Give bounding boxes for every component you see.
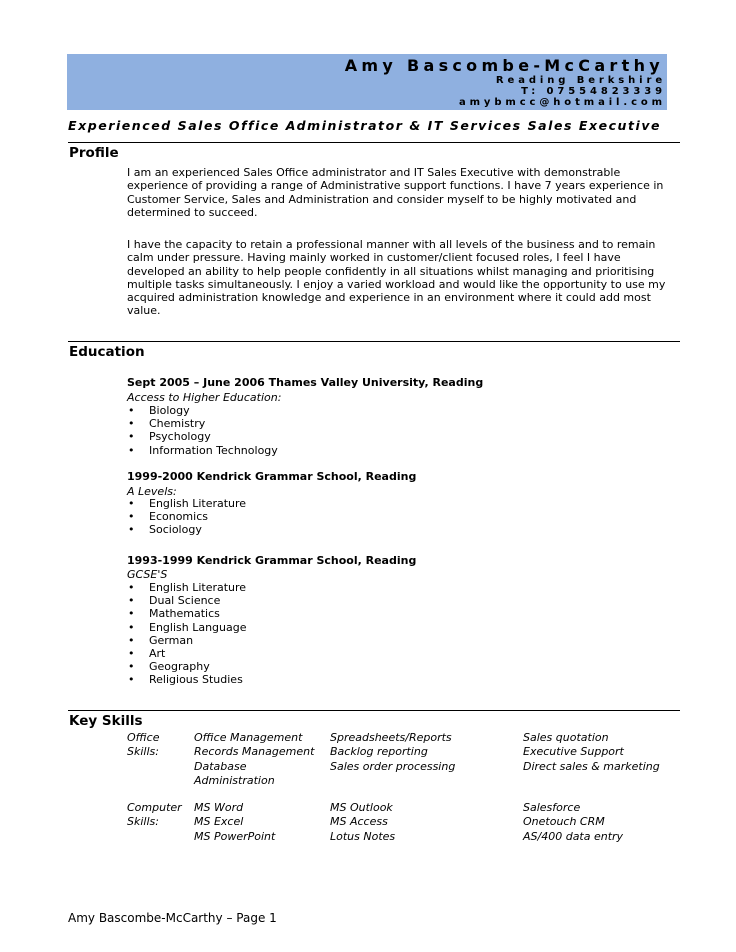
bullet-icon: • <box>128 510 135 524</box>
list-item: • English Literature <box>128 581 247 594</box>
education-entry-1-subtitle: Access to Higher Education: <box>127 391 282 404</box>
list-item: • Biology <box>128 404 190 417</box>
office-skills-label: Office Skills: <box>127 731 160 759</box>
education-entry-3-title: 1993-1999 Kendrick Grammar School, Reading <box>127 554 417 567</box>
profile-heading: Profile <box>69 145 119 161</box>
profile-rule <box>68 142 680 143</box>
bullet-icon: • <box>128 647 135 661</box>
education-entry-1-subjects <box>127 404 278 457</box>
list-item: • Chemistry <box>128 417 206 431</box>
list-item: • Mathematics <box>128 607 220 621</box>
office-skills-column-1 <box>194 731 314 789</box>
education-entry-2-subtitle: A Levels: <box>127 485 177 498</box>
skill-item: MS Excel <box>194 815 244 829</box>
skill-item: Lotus Notes <box>330 829 396 843</box>
bullet-icon: • <box>128 404 135 417</box>
list-item: • Religious Studies <box>128 673 243 687</box>
skill-item: Spreadsheets/Reports <box>330 731 452 744</box>
bullet-icon: • <box>128 607 135 621</box>
skill-item: Sales order processing <box>330 759 456 773</box>
skill-item: Administration <box>194 774 275 788</box>
list-item: • Psychology <box>128 430 211 444</box>
key-skills-rule <box>68 710 680 711</box>
education-heading: Education <box>69 344 145 360</box>
bullet-icon: • <box>128 430 135 444</box>
bullet-icon: • <box>128 673 135 687</box>
education-entry-1-title: Sept 2005 – June 2006 Thames Valley University, Reading <box>127 376 484 389</box>
page-footer: Amy Bascombe-McCarthy – Page 1 <box>68 911 277 925</box>
list-item: • English Language <box>128 620 247 634</box>
bullet-icon: • <box>128 620 135 634</box>
candidate-location: Reading Berkshire <box>495 75 666 86</box>
key-skills-heading: Key Skills <box>69 713 143 729</box>
profile-paragraph-2: I have the capacity to retain a professional manner with all levels of the business and to remain calm under pressure. Having mainly worked in customer/client focused roles, I feel I have developed an ability to help people confidently in all situations whilst managing and prioritising multiple tasks simultaneously. I enjoy a varied workload and would like the opportunity to use my acquired administration knowledge and experience in an environment where it could add most value. <box>127 238 666 318</box>
list-item: • Geography <box>128 660 210 674</box>
candidate-phone: T: 07554823339 <box>521 86 666 97</box>
bullet-icon: • <box>128 633 135 647</box>
education-entry-2-subjects <box>127 497 246 537</box>
skill-item: Executive Support <box>523 745 624 759</box>
list-item: • Information Technology <box>128 443 278 457</box>
office-skills-column-2 <box>330 731 455 774</box>
computer-skills-column-1 <box>194 801 275 844</box>
skill-item: MS PowerPoint <box>194 829 276 843</box>
education-entry-2-title: 1999-2000 Kendrick Grammar School, Reading <box>127 470 417 483</box>
bullet-icon: • <box>128 523 135 537</box>
list-item: • Sociology <box>128 523 202 537</box>
skill-item: Onetouch CRM <box>523 815 605 829</box>
bullet-icon: • <box>128 417 135 431</box>
computer-skills-column-2 <box>330 801 395 844</box>
skill-item: Salesforce <box>523 801 581 814</box>
skill-item: Records Management <box>194 745 315 759</box>
skill-item: Database <box>194 759 247 773</box>
skill-item: Direct sales & marketing <box>523 759 660 773</box>
education-entry-3-subtitle: GCSE'S <box>127 568 168 581</box>
skill-item: Backlog reporting <box>330 745 428 759</box>
bullet-icon: • <box>128 660 135 674</box>
skill-item: MS Outlook <box>330 801 393 814</box>
office-skills-column-3 <box>523 731 660 774</box>
education-rule <box>68 341 680 342</box>
education-entry-3-subjects <box>127 581 247 687</box>
bullet-icon: • <box>128 443 135 457</box>
list-item: • Dual Science <box>128 594 221 608</box>
skill-item: AS/400 data entry <box>523 829 624 843</box>
skill-item: MS Word <box>194 801 244 814</box>
list-item: • Art <box>128 647 166 661</box>
list-item: • English Literature <box>128 497 247 510</box>
bullet-icon: • <box>128 581 135 594</box>
profile-paragraph-1: I am an experienced Sales Office administrator and IT Sales Executive with demonstrable experience of providing a range of Administrative support functions. I have 7 years experience in Customer Service, Sales and Administration and consider myself to be highly motivated and determined to succeed. <box>127 166 664 219</box>
bullet-icon: • <box>128 497 135 510</box>
bullet-icon: • <box>128 594 135 608</box>
skill-item: Office Management <box>194 731 303 744</box>
skill-item: Sales quotation <box>523 731 609 744</box>
candidate-name: Amy Bascombe-McCarthy <box>344 56 664 75</box>
candidate-email: amybmcc@hotmail.com <box>458 97 666 108</box>
list-item: • Economics <box>128 510 208 524</box>
computer-skills-label: Computer Skills: <box>127 801 182 829</box>
skill-item: MS Access <box>330 815 388 829</box>
role-title: Experienced Sales Office Administrator & IT Services Sales Executive <box>68 118 662 133</box>
list-item: • German <box>128 633 194 647</box>
computer-skills-column-3 <box>523 801 623 844</box>
